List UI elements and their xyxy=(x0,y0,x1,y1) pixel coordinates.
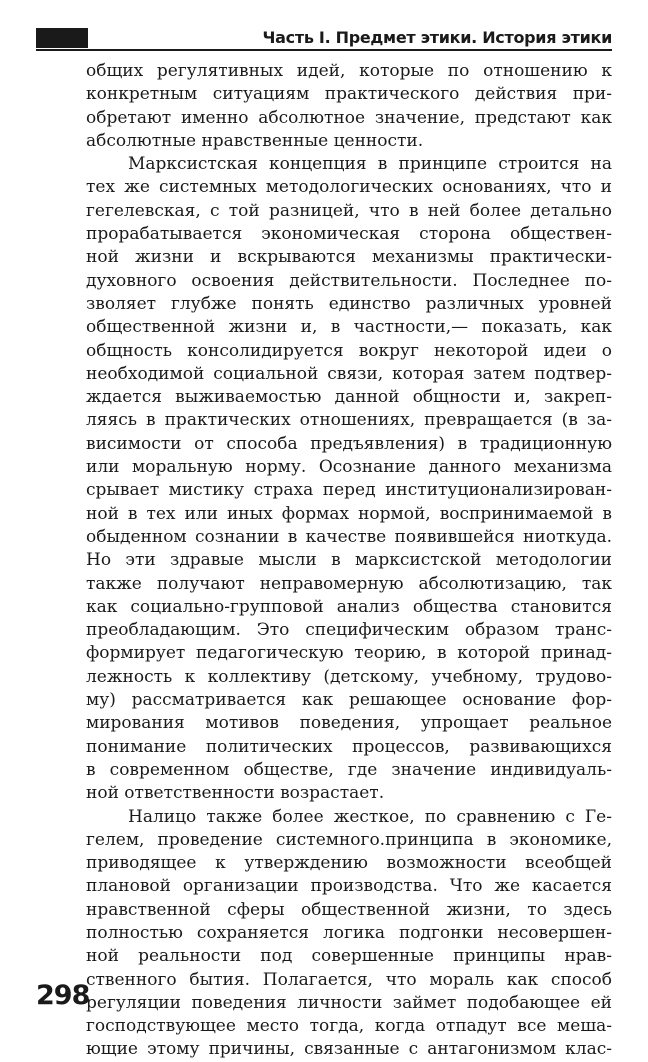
text-line: обыденном сознании в качестве появившейся ниоткуда. xyxy=(86,526,612,547)
text-line: ной ответственности возрастает. xyxy=(86,783,385,804)
text-line: гелем, проведение системного.принципа в экономике, xyxy=(86,829,612,850)
text-line: ной в тех или иных формах нормой, воспринимаемой в xyxy=(86,503,612,524)
text-line: приводящее к утверждению возможности всеобщей xyxy=(86,853,612,874)
text-line: ной реальности под совершенные принципы нрав- xyxy=(86,946,612,967)
text-line: Налицо также более жесткое, по сравнению с Ге- xyxy=(128,806,612,827)
text-line: необходимой социальной связи, которая затем подтвер- xyxy=(86,363,612,384)
text-line: тех же системных методологических основаниях, что и xyxy=(86,177,612,198)
text-line: или моральную норму. Осознание данного механизма xyxy=(86,457,612,478)
text-line: Марксистская концепция в принципе строится на xyxy=(128,154,612,175)
text-line: гегелевская, с той разницей, что в ней более детально xyxy=(86,200,612,221)
text-line: понимание политических процессов, развивающихся xyxy=(86,736,612,757)
running-header-title: Часть I. Предмет этики. История этики xyxy=(262,28,612,47)
text-line: Но эти здравые мысли в марксистской методологии xyxy=(86,550,612,571)
running-header xyxy=(36,28,612,50)
text-line: конкретным ситуациям практического действия при- xyxy=(86,84,612,105)
text-line: общественной жизни и, в частности,— показать, как xyxy=(86,317,612,338)
text-line: духовного освоения действительности. Последнее по- xyxy=(86,270,612,291)
text-line: мирования мотивов поведения, упрощает реальное xyxy=(86,713,612,734)
text-line: господствующее место тогда, когда отпадут все меша- xyxy=(86,1016,612,1037)
text-line: ющие этому причины, связанные с антагонизмом клас- xyxy=(86,1039,612,1060)
text-line: лежность к коллективу (детскому, учебному, трудово- xyxy=(86,666,612,687)
text-line: зволяет глубже понять единство различных уровней xyxy=(86,293,612,314)
text-line: общность консолидируется вокруг некоторой идеи о xyxy=(86,340,612,361)
text-line: полностью сохраняется логика подгонки несовершен- xyxy=(86,922,612,943)
text-line: ственного бытия. Полагается, что мораль как способ xyxy=(86,969,612,990)
text-line: ждается выживаемостью данной общности и, закреп- xyxy=(86,387,612,408)
header-black-bar xyxy=(36,28,88,48)
text-line: ной жизни и вскрываются механизмы практически- xyxy=(86,247,612,268)
text-line: также получают неправомерную абсолютизацию, так xyxy=(86,573,612,594)
page-number: 298 xyxy=(36,980,90,1011)
text-line: плановой организации производства. Что же касается xyxy=(86,876,612,897)
body-text xyxy=(86,60,612,1062)
text-line: му) рассматривается как решающее основание фор- xyxy=(86,690,612,711)
text-line: общих регулятивных идей, которые по отношению к xyxy=(86,61,612,81)
text-line: прорабатывается экономическая сторона обществен- xyxy=(86,224,612,245)
text-line: обретают именно абсолютное значение, предстают как xyxy=(86,107,612,128)
text-line: абсолютные нравственные ценности. xyxy=(86,130,424,151)
text-line: регуляции поведения личности займет подобающее ей xyxy=(86,992,612,1013)
header-rule xyxy=(36,49,612,51)
text-line: ляясь в практических отношениях, превращается (в за- xyxy=(86,410,612,431)
text-line: срывает мистику страха перед институционализирован- xyxy=(86,480,612,501)
text-line: висимости от способа предъявления) в традиционную xyxy=(86,433,612,454)
text-line: в современном обществе, где значение индивидуаль- xyxy=(86,759,612,780)
text-line: нравственной сферы общественной жизни, то здесь xyxy=(86,899,612,920)
text-line: формирует педагогическую теорию, в которой принад- xyxy=(86,643,612,664)
text-line: как социально-групповой анализ общества становится xyxy=(86,596,612,617)
text-line: преобладающим. Это специфическим образом транс- xyxy=(86,620,612,641)
